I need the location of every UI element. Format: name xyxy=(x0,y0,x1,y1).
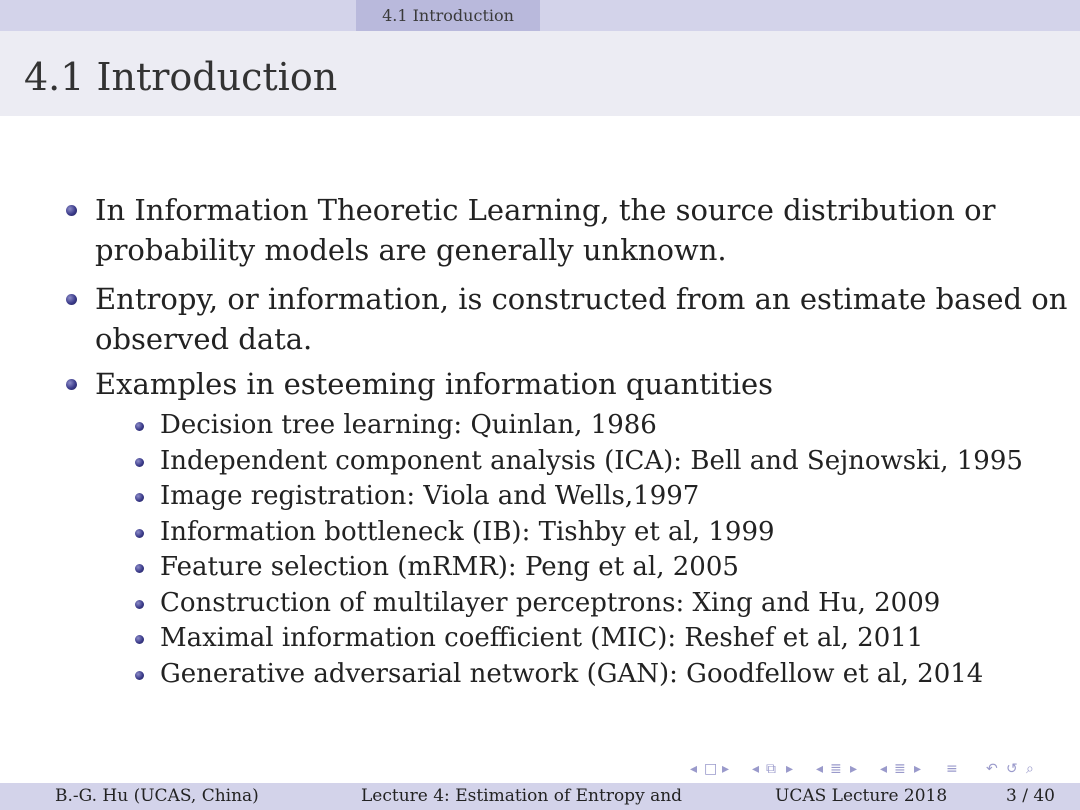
toc-icon[interactable]: ≡ xyxy=(946,761,958,777)
next-slide-arrow-icon[interactable]: ▸ xyxy=(914,761,922,777)
header-bar xyxy=(0,0,1080,31)
frame-title: 4.1 Introduction xyxy=(24,55,338,99)
prev-section-arrow-icon[interactable]: ◂ xyxy=(816,761,824,777)
sub-bullet-text: Feature selection (mRMR): Peng et al, 2005 xyxy=(160,552,739,582)
footer-bar xyxy=(0,783,1080,810)
prev-subsection-arrow-icon[interactable]: ◂ xyxy=(752,761,760,777)
next-subsection-arrow-icon[interactable]: ▸ xyxy=(786,761,794,777)
prev-slide-arrow-icon[interactable]: ◂ xyxy=(880,761,888,777)
sub-bullet-item xyxy=(160,657,983,693)
bullet-line: Entropy, or information, is constructed from an estimate based on xyxy=(95,282,1068,316)
bullet-icon xyxy=(66,205,77,216)
sub-bullet-icon xyxy=(135,635,144,644)
sub-bullet-icon xyxy=(135,529,144,538)
sub-bullet-text: Information bottleneck (IB): Tishby et al, 1999 xyxy=(160,516,775,547)
sub-bullet-icon xyxy=(135,671,144,680)
next-frame-arrow-icon[interactable]: ▸ xyxy=(722,761,730,777)
footer-page: 3 / 40 xyxy=(1006,786,1055,806)
sub-bullet-icon xyxy=(135,422,144,431)
undo-icon[interactable]: ↺ xyxy=(1006,761,1018,777)
bullet-line: In Information Theoretic Learning, the source distribution or xyxy=(95,193,996,227)
slide-icon[interactable]: ≣ xyxy=(894,761,906,777)
bullet-item xyxy=(95,279,1067,359)
footer-lecture: Lecture 4: Estimation of Entropy and xyxy=(361,786,683,806)
next-section-arrow-icon[interactable]: ▸ xyxy=(850,761,858,777)
footer-author: B.-G. Hu (UCAS, China) xyxy=(55,786,259,806)
sub-bullet-item xyxy=(160,515,775,551)
bullet-line: Examples in esteeming information quantities xyxy=(95,367,774,401)
subsection-icon[interactable]: ⧉ xyxy=(766,761,776,777)
bullet-item xyxy=(95,364,773,404)
header-section-link[interactable]: 4.1 Introduction xyxy=(356,0,540,31)
sub-bullet-text: Independent component analysis (ICA): Bell and Sejnowski, 1995 xyxy=(160,445,1023,476)
sub-bullet-icon xyxy=(135,564,144,573)
frame-icon[interactable]: □ xyxy=(704,761,718,777)
prev-frame-arrow-icon[interactable]: ◂ xyxy=(690,761,698,777)
sub-bullet-icon xyxy=(135,458,144,467)
bullet-item xyxy=(95,190,995,270)
sub-bullet-text: Image registration: Viola and Wells,1997 xyxy=(160,481,700,511)
footer-event: UCAS Lecture 2018 xyxy=(775,786,948,806)
section-icon[interactable]: ≣ xyxy=(830,761,842,777)
sub-bullet-text: Generative adversarial network (GAN): Goodfellow et al, 2014 xyxy=(160,658,984,689)
bullet-line: observed data. xyxy=(95,322,313,356)
sub-bullet-text: Maximal information coefficient (MIC): Reshef et al, 2011 xyxy=(160,623,924,653)
back-icon[interactable]: ↶ xyxy=(986,761,998,777)
sub-bullet-item xyxy=(160,586,940,622)
sub-bullet-item xyxy=(160,444,1023,480)
sub-bullet-item xyxy=(160,621,923,657)
sub-bullet-icon xyxy=(135,600,144,609)
sub-bullet-text: Decision tree learning: Quinlan, 1986 xyxy=(160,410,657,440)
sub-bullet-item xyxy=(160,479,699,515)
bullet-icon xyxy=(66,379,77,390)
bullet-line: probability models are generally unknown. xyxy=(95,233,727,267)
bullet-icon xyxy=(66,294,77,305)
sub-bullet-item xyxy=(160,408,657,444)
sub-bullet-item xyxy=(160,550,739,586)
sub-bullet-text: Construction of multilayer perceptrons: Xing and Hu, 2009 xyxy=(160,587,941,618)
sub-bullet-icon xyxy=(135,493,144,502)
search-icon[interactable]: ⌕ xyxy=(1026,761,1034,777)
beamer-navigation xyxy=(690,760,1080,778)
